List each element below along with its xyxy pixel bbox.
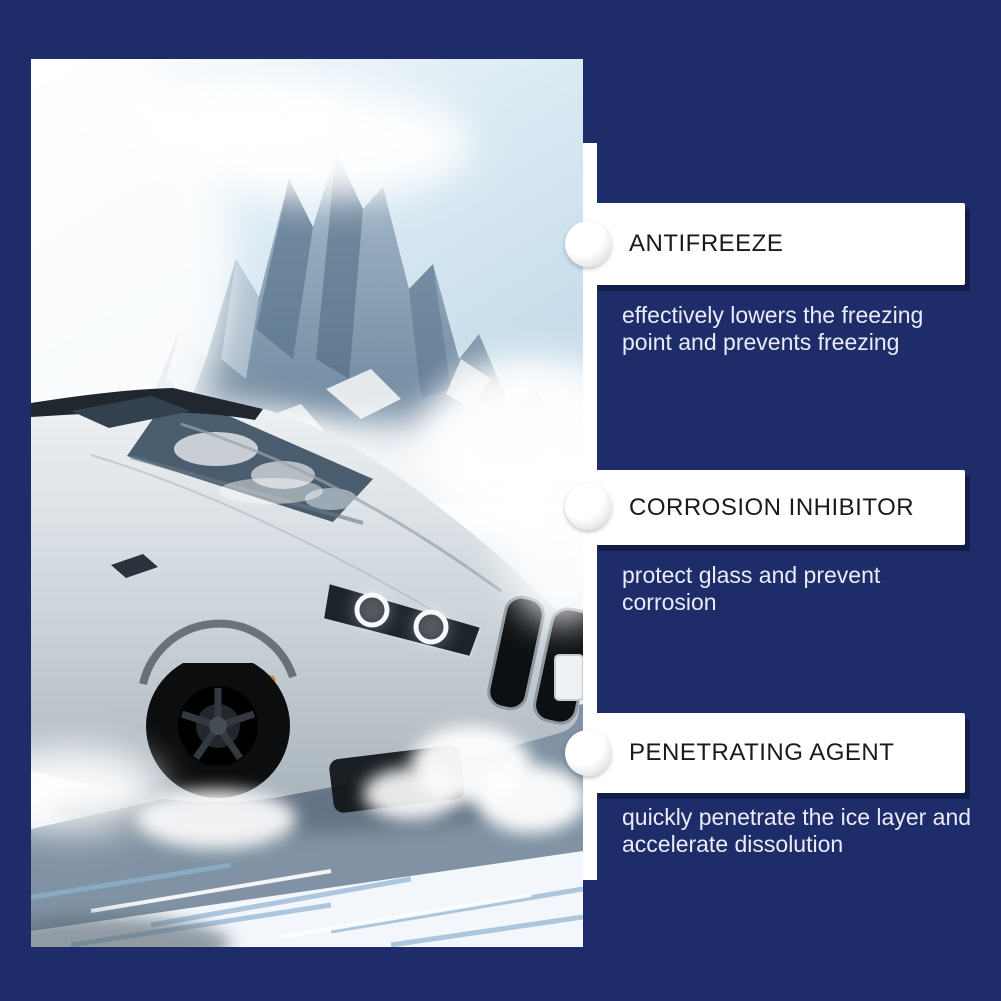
callout-title: PENETRATING AGENT bbox=[629, 739, 895, 766]
bullet-circle-icon bbox=[565, 221, 611, 267]
callout-description: effectively lowers the freezing point and prevents freezing bbox=[622, 302, 924, 356]
product-photo bbox=[31, 59, 583, 947]
winter-scene-illustration bbox=[31, 59, 583, 947]
license-plate bbox=[555, 655, 583, 700]
bullet-circle-icon bbox=[565, 484, 611, 530]
callout-title: ANTIFREEZE bbox=[629, 230, 784, 257]
callout-title-bar-penetrating-agent bbox=[593, 713, 965, 793]
callout-title: CORROSION INHIBITOR bbox=[629, 493, 915, 521]
callout-description: quickly penetrate the ice layer and accelerate dissolution bbox=[622, 804, 972, 858]
front-wheel bbox=[146, 654, 290, 798]
callout-title-bar-antifreeze bbox=[593, 203, 965, 285]
bullet-circle-icon bbox=[565, 730, 611, 776]
callout-title-bar-corrosion-inhibitor bbox=[593, 470, 965, 545]
callout-description: protect glass and prevent corrosion bbox=[622, 562, 881, 616]
